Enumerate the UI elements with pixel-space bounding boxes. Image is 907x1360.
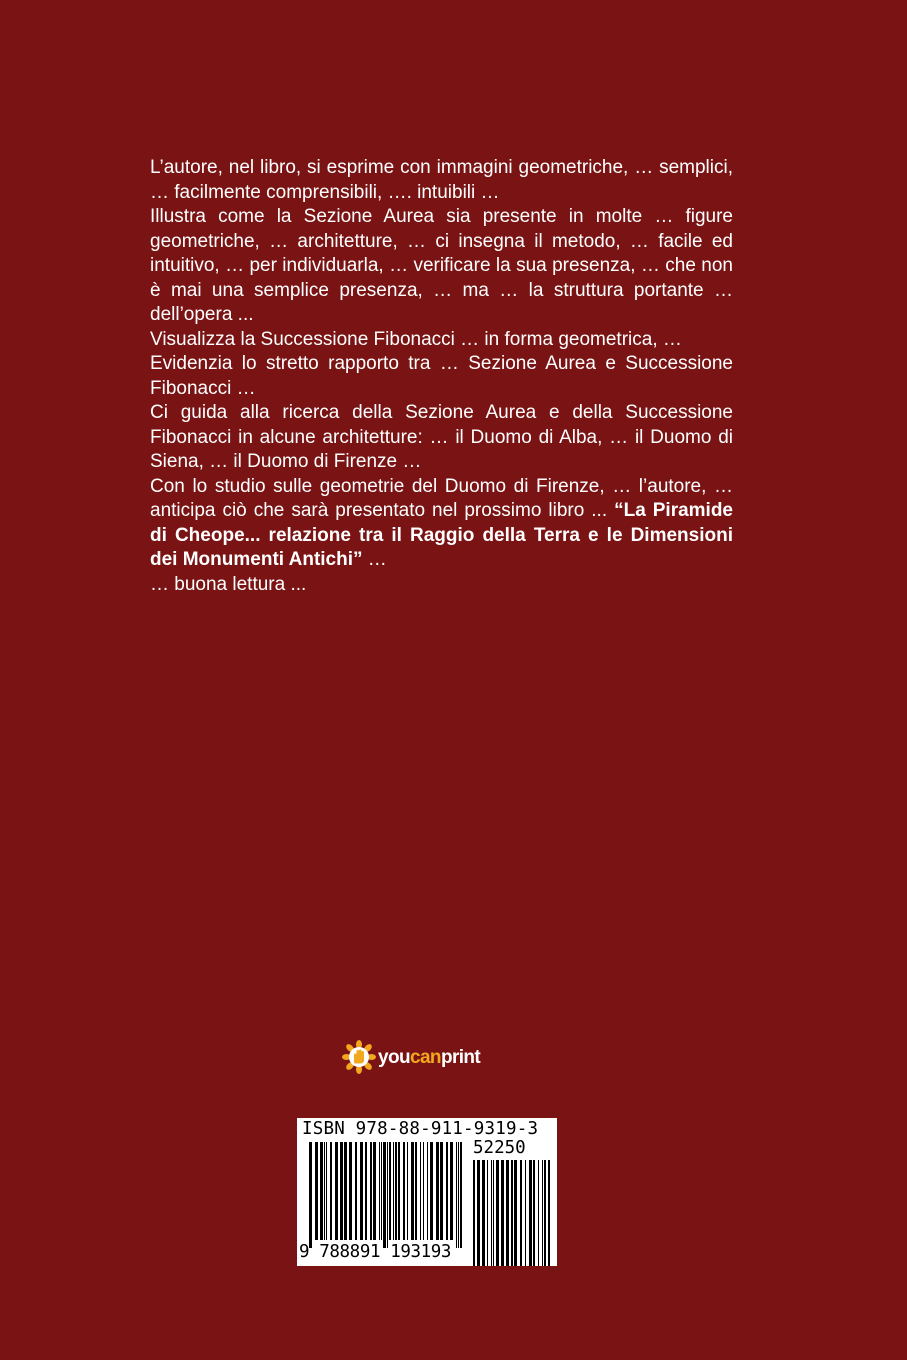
isbn-number: ISBN 978-88-911-9319-3 xyxy=(302,1119,539,1139)
ean-digits: 9 788891 193193 xyxy=(299,1242,452,1262)
barcode-bar xyxy=(525,1160,526,1266)
barcode-bar xyxy=(506,1160,509,1266)
barcode-bar xyxy=(381,1142,382,1240)
barcode-bar xyxy=(373,1142,376,1240)
wordmark-you: you xyxy=(378,1046,410,1068)
barcode-bar xyxy=(360,1142,363,1240)
barcode-bar xyxy=(398,1142,400,1240)
barcode-bar xyxy=(389,1142,391,1240)
barcode-bar xyxy=(440,1142,443,1240)
wordmark-print: print xyxy=(440,1046,481,1068)
barcode-bar xyxy=(514,1160,517,1266)
barcode-bar xyxy=(487,1160,488,1266)
barcode-bar xyxy=(415,1142,417,1240)
barcode-bar xyxy=(436,1142,439,1240)
barcode-bar xyxy=(450,1142,453,1240)
barcode-bar xyxy=(335,1142,338,1240)
barcode-bar xyxy=(430,1142,433,1240)
barcode-bar xyxy=(511,1160,513,1266)
barcode-bar xyxy=(501,1160,504,1266)
barcode-bar xyxy=(520,1160,522,1266)
barcode-bar xyxy=(538,1160,539,1266)
barcode-bar xyxy=(446,1142,448,1240)
barcode-bar xyxy=(477,1160,480,1266)
barcode-bar xyxy=(379,1142,380,1240)
barcode-bar xyxy=(387,1142,388,1248)
barcode-bar xyxy=(460,1142,462,1248)
barcode-bar xyxy=(349,1142,352,1240)
barcode-bar xyxy=(326,1142,327,1240)
barcode-bar xyxy=(395,1142,397,1240)
barcode-bar xyxy=(370,1142,372,1240)
barcode-bar xyxy=(330,1142,332,1240)
barcode-bar xyxy=(533,1160,535,1266)
barcode-bar xyxy=(340,1142,343,1240)
barcode-bar xyxy=(420,1142,421,1240)
barcode-bar xyxy=(496,1160,499,1266)
barcode-bar xyxy=(493,1160,494,1266)
blurb-closing: … buona lettura ... xyxy=(150,573,307,595)
barcode-bar xyxy=(423,1142,424,1240)
barcode-addon-number: 52250 xyxy=(473,1138,526,1158)
blurb-paragraph-1: L’autore, nel libro, si esprime con immagini geometriche, … semplici, … facilmente comprensibili, …. intuibili … xyxy=(150,157,733,203)
barcode-bar xyxy=(407,1142,408,1240)
barcode-bar xyxy=(427,1142,428,1240)
publisher-wordmark xyxy=(378,1048,480,1067)
barcode-bar xyxy=(491,1160,492,1266)
barcode-bar xyxy=(403,1142,405,1240)
blurb-paragraph-2: Illustra come la Sezione Aurea sia presente in molte … figure geometriche, … architetture, … ci insegna il metodo, … facile ed intuitivo, … per individuarla, … verificare la sua presenza, … che non è mai una semplice presenza, … ma … la struttura portante … dell’opera ... xyxy=(150,206,733,325)
barcode-bar xyxy=(529,1160,532,1266)
blurb-paragraph-3: Visualizza la Successione Fibonacci … in forma geometrica, … xyxy=(150,328,682,350)
barcode-bar xyxy=(355,1142,357,1240)
barcode-bar xyxy=(383,1142,386,1248)
barcode-bar xyxy=(544,1160,546,1266)
barcode-bar xyxy=(393,1142,394,1240)
barcode-bar xyxy=(456,1142,457,1248)
barcode-bar xyxy=(411,1142,414,1240)
blurb-paragraph-6 xyxy=(150,475,733,573)
blurb-paragraph-6-end: … xyxy=(362,549,387,570)
barcode-bar xyxy=(482,1160,485,1266)
barcode-bar xyxy=(324,1142,325,1240)
barcode-bar xyxy=(473,1160,475,1266)
barcode-bar xyxy=(365,1142,367,1240)
barcode-bar xyxy=(542,1160,543,1266)
sunflower-hand-icon xyxy=(342,1040,376,1074)
blurb-paragraph-5: Ci guida alla ricerca della Sezione Aurea e della Successione Fibonacci in alcune architetture: … il Duomo di Alba, … il Duomo di Siena, … il Duomo di Firenze … xyxy=(150,402,733,472)
barcode-bar xyxy=(458,1142,459,1248)
barcode-bar xyxy=(548,1160,550,1266)
next-book-title: “La Piramide di Cheope... relazione tra il Raggio della Terra e le Dimensioni dei Monumenti Antichi” xyxy=(150,500,733,570)
back-cover-blurb xyxy=(150,156,733,597)
isbn-barcode xyxy=(297,1118,557,1266)
barcode-bar xyxy=(315,1142,318,1240)
blurb-paragraph-4: Evidenzia lo stretto rapporto tra … Sezione Aurea e Successione Fibonacci … xyxy=(150,353,733,399)
wordmark-can: can xyxy=(409,1046,441,1068)
barcode-bar xyxy=(344,1142,347,1240)
barcode-bar xyxy=(309,1142,312,1248)
barcode-bar xyxy=(320,1142,323,1240)
blurb-paragraph-6-start: Con lo studio sulle geometrie del Duomo di Firenze, … l’autore, … anticipa ciò che sarà presentato nel prossimo libro ... xyxy=(150,475,733,521)
publisher-logo xyxy=(342,1040,480,1074)
